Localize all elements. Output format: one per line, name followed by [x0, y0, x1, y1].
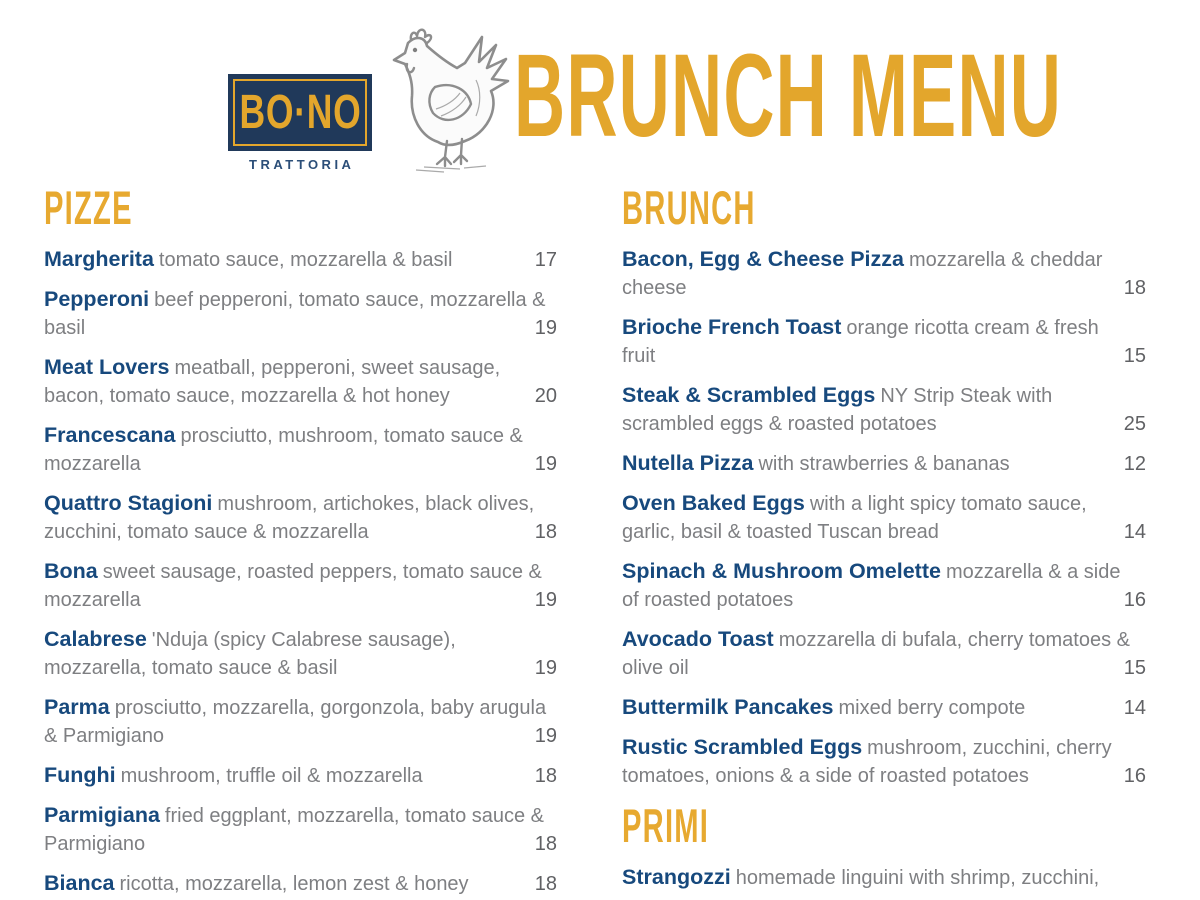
item-text: [44, 761, 557, 790]
item-description: mozzarella & cheddar cheese: [622, 249, 1103, 299]
item-name: Nutella Pizza: [622, 451, 754, 475]
menu-item: [44, 625, 557, 682]
item-description: meatball, pepperoni, sweet sausage, bacon, tomato sauce, mozzarella & hot honey: [44, 357, 501, 407]
item-text: [44, 245, 557, 274]
item-name: Funghi: [44, 763, 116, 787]
item-description: fried eggplant, mozzarella, tomato sauce & Parmigiano: [44, 805, 545, 855]
item-text: [622, 557, 1146, 614]
pizze-items: [44, 245, 557, 898]
brunch-items: [622, 245, 1146, 790]
item-price: 16: [1123, 589, 1146, 611]
menu-columns: [44, 183, 1156, 900]
item-name: Quattro Stagioni: [44, 491, 213, 515]
item-name: Margherita: [44, 247, 154, 271]
item-text: [44, 353, 557, 410]
menu-item: [44, 693, 557, 750]
restaurant-logo: [228, 74, 372, 151]
item-name: Bona: [44, 559, 98, 583]
section-title-text: PRIMI: [622, 799, 710, 852]
item-description: orange ricotta cream & fresh fruit: [622, 317, 1099, 367]
menu-item: [622, 245, 1146, 302]
item-name: Steak & Scrambled Eggs: [622, 383, 876, 407]
item-price: 25: [1123, 413, 1146, 435]
item-description: 'Nduja (spicy Calabrese sausage), mozzarella, tomato sauce & basil: [44, 629, 456, 679]
item-text: [44, 489, 557, 546]
page-title: [514, 30, 1200, 162]
menu-item: [44, 869, 557, 898]
menu-item: [44, 489, 557, 546]
item-price: 19: [534, 725, 557, 747]
item-price: 18: [534, 765, 557, 787]
section-title-text: BRUNCH: [622, 181, 756, 234]
item-name: Avocado Toast: [622, 627, 774, 651]
item-name: Strangozzi: [622, 865, 731, 889]
item-description: mushroom, truffle oil & mozzarella: [120, 765, 423, 787]
item-text: [44, 625, 557, 682]
item-price: 15: [1123, 345, 1146, 367]
item-name: Bacon, Egg & Cheese Pizza: [622, 247, 904, 271]
item-description: prosciutto, mushroom, tomato sauce & mozzarella: [44, 425, 523, 475]
logo-text: BO·NO: [238, 86, 362, 139]
menu-section-primi: [622, 801, 1146, 892]
item-text: [44, 869, 557, 898]
item-price: 14: [1123, 697, 1146, 719]
menu-item: [622, 625, 1146, 682]
menu-item: [44, 557, 557, 614]
item-description: mixed berry compote: [838, 697, 1026, 719]
item-name: Buttermilk Pancakes: [622, 695, 834, 719]
item-price: 12: [1123, 453, 1146, 475]
item-name: Bianca: [44, 871, 115, 895]
item-name: Parma: [44, 695, 110, 719]
item-price: 17: [534, 249, 557, 271]
item-name: Brioche French Toast: [622, 315, 842, 339]
item-text: [622, 489, 1146, 546]
item-description: mushroom, artichokes, black olives, zucchini, tomato sauce & mozzarella: [44, 493, 535, 543]
item-price: 19: [534, 657, 557, 679]
menu-item: [44, 761, 557, 790]
item-price: 18: [1123, 277, 1146, 299]
item-text: [622, 693, 1146, 722]
item-description: mozzarella & a side of roasted potatoes: [622, 561, 1121, 611]
menu-item: [622, 733, 1146, 790]
section-title-pizze: [44, 183, 557, 232]
item-price: 19: [534, 589, 557, 611]
item-text: [622, 625, 1146, 682]
item-description: NY Strip Steak with scrambled eggs & roasted potatoes: [622, 385, 1053, 435]
item-price: 19: [534, 317, 557, 339]
menu-item: [622, 381, 1146, 438]
left-column: [44, 183, 557, 900]
item-price: 15: [1123, 657, 1146, 679]
menu-item: [44, 421, 557, 478]
item-text: [622, 245, 1146, 302]
menu-item: [622, 557, 1146, 614]
menu-item: [622, 863, 1146, 892]
menu-item: [44, 245, 557, 274]
primi-items: [622, 863, 1146, 892]
item-description: with a light spicy tomato sauce, garlic, basil & toasted Tuscan bread: [622, 493, 1087, 543]
item-description: tomato sauce, mozzarella & basil: [158, 249, 453, 271]
logo-subtitle: TRATTORIA: [249, 157, 355, 172]
item-price: 18: [534, 521, 557, 543]
item-text: [44, 285, 557, 342]
menu-item: [44, 353, 557, 410]
menu-section-pizze: [44, 183, 557, 898]
item-price: 16: [1123, 765, 1146, 787]
item-price: 20: [534, 385, 557, 407]
item-name: Oven Baked Eggs: [622, 491, 805, 515]
menu-item: [44, 285, 557, 342]
menu-item: [622, 693, 1146, 722]
item-description: mozzarella di bufala, cherry tomatoes & olive oil: [622, 629, 1130, 679]
item-name: Spinach & Mushroom Omelette: [622, 559, 941, 583]
item-description: mushroom, zucchini, cherry tomatoes, onions & a side of roasted potatoes: [622, 737, 1112, 787]
section-title-primi: [622, 801, 1146, 850]
item-price: 19: [534, 453, 557, 475]
logo-border: [233, 79, 367, 146]
item-text: [622, 449, 1146, 478]
item-price: 14: [1123, 521, 1146, 543]
item-price: 18: [534, 833, 557, 855]
item-description: beef pepperoni, tomato sauce, mozzarella & basil: [44, 289, 546, 339]
item-text: [44, 801, 557, 858]
item-description: prosciutto, mozzarella, gorgonzola, baby arugula & Parmigiano: [44, 697, 547, 747]
item-text: [44, 421, 557, 478]
item-description: ricotta, mozzarella, lemon zest & honey: [119, 873, 469, 895]
item-price: 18: [534, 873, 557, 895]
menu-header: [0, 0, 1200, 180]
menu-item: [622, 489, 1146, 546]
item-name: Meat Lovers: [44, 355, 170, 379]
item-name: Parmigiana: [44, 803, 160, 827]
section-title-text: PIZZE: [44, 181, 133, 234]
menu-item: [622, 313, 1146, 370]
item-description: with strawberries & bananas: [758, 453, 1010, 475]
item-name: Rustic Scrambled Eggs: [622, 735, 863, 759]
item-text: [622, 381, 1146, 438]
menu-section-brunch: [622, 183, 1146, 790]
item-text: [44, 557, 557, 614]
item-description: homemade linguini with shrimp, zucchini,: [735, 867, 1100, 889]
right-column: [622, 183, 1146, 900]
menu-item: [44, 801, 557, 858]
item-text: [44, 693, 557, 750]
item-name: Francescana: [44, 423, 176, 447]
item-name: Calabrese: [44, 627, 147, 651]
section-title-brunch: [622, 183, 1146, 232]
chicken-icon: [386, 24, 518, 174]
item-text: [622, 863, 1146, 892]
item-text: [622, 733, 1146, 790]
item-name: Pepperoni: [44, 287, 150, 311]
menu-item: [622, 449, 1146, 478]
item-description: sweet sausage, roasted peppers, tomato sauce & mozzarella: [44, 561, 542, 611]
item-text: [622, 313, 1146, 370]
page-title-text: BRUNCH MENU: [514, 30, 1063, 162]
